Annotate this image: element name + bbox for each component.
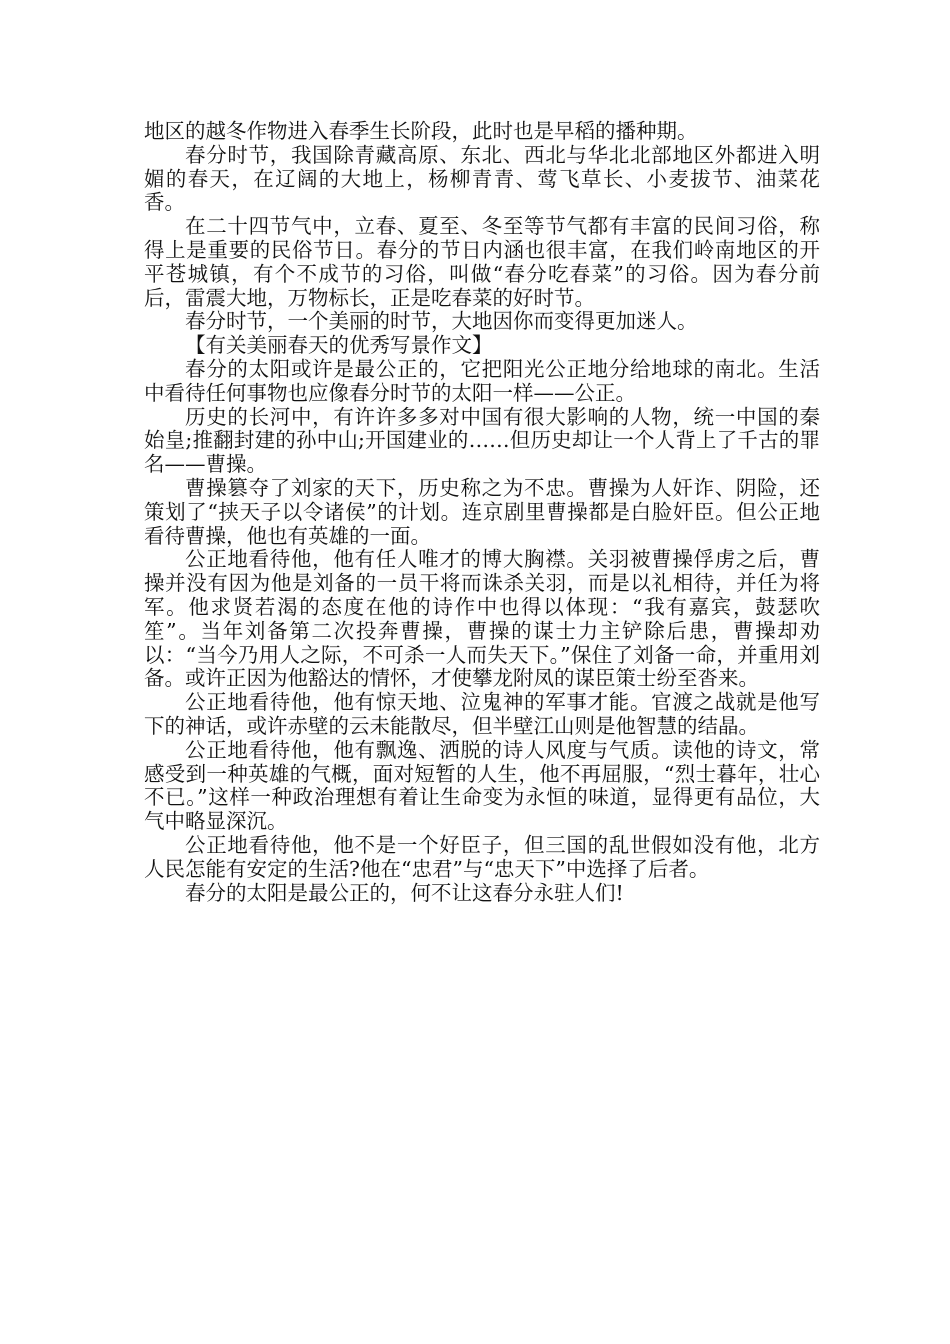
paragraph: 历史的长河中，有许许多多对中国有很大影响的人物，统一中国的秦始皇;推翻封建的孙中山;开国建业的……但历史却让一个人背上了千古的罪名——曹操。: [144, 404, 820, 477]
paragraph: 公正地看待他，他有飘逸、洒脱的诗人风度与气质。读他的诗文，常感受到一种英雄的气概，面对短暂的人生，他不再屈服，“烈士暮年，壮心不已。”这样一种政治理想有着让生命变为永恒的味道，显得更有品位，大气中略显深沉。: [144, 737, 820, 834]
paragraph: 春分的太阳是最公正的，何不让这春分永驻人们!: [185, 880, 624, 905]
paragraph: 曹操篡夺了刘家的天下，历史称之为不忠。曹操为人奸诈、阴险，还策划了“挟天子以令诸侯”的计划。连京剧里曹操都是白脸奸臣。但公正地看待曹操，他也有英雄的一面。: [144, 475, 820, 548]
paragraph: 公正地看待他，他有惊天地、泣鬼神的军事才能。官渡之战就是他写下的神话，或许赤壁的云未能散尽，但半壁江山则是他智慧的结晶。: [144, 690, 820, 738]
paragraph: 公正地看待他，他有任人唯才的博大胸襟。关羽被曹操俘虏之后，曹操并没有因为他是刘备的一员干将而诛杀关羽，而是以礼相待，并任为将军。他求贤若渴的态度在他的诗作中也得以体现：“我有嘉宾，鼓瑟吹笙”。当年刘备第二次投奔曹操，曹操的谋士力主铲除后患，曹操却劝以：“当今乃用人之际，不可杀一人而失天下。”保住了刘备一命，并重用刘备。或许正因为他豁达的情怀，才使攀龙附凤的谋臣策士纷至沓来。: [144, 547, 820, 691]
paragraph-continuation: 地区的越冬作物进入春季生长阶段，此时也是早稻的播种期。: [144, 119, 698, 143]
paragraph: 在二十四节气中，立春、夏至、冬至等节气都有丰富的民间习俗，称得上是重要的民俗节日。春分的节日内涵也很丰富，在我们岭南地区的开平苍城镇，有个不成节的习俗，叫做“春分吃春菜”的习俗。因为春分前后，雷震大地，万物标长，正是吃春菜的好时节。: [144, 214, 820, 310]
section-heading: 【有关美丽春天的优秀写景作文】: [185, 333, 493, 358]
paragraph: 春分时节，我国除青藏高原、东北、西北与华北北部地区外都进入明媚的春天，在辽阔的大地上，杨柳青青、莺飞草长、小麦拔节、油菜花香。: [144, 142, 820, 215]
document-body: [144, 120, 820, 905]
paragraph: 春分时节，一个美丽的时节，大地因你而变得更加迷人。: [185, 309, 698, 334]
paragraph: 春分的太阳或许是最公正的，它把阳光公正地分给地球的南北。生活中看待任何事物也应像春分时节的太阳一样——公正。: [144, 356, 820, 405]
paragraph: 公正地看待他，他不是一个好臣子，但三国的乱世假如没有他，北方人民怎能有安定的生活?他在“忠君”与“忠天下”中选择了后者。: [144, 832, 820, 881]
